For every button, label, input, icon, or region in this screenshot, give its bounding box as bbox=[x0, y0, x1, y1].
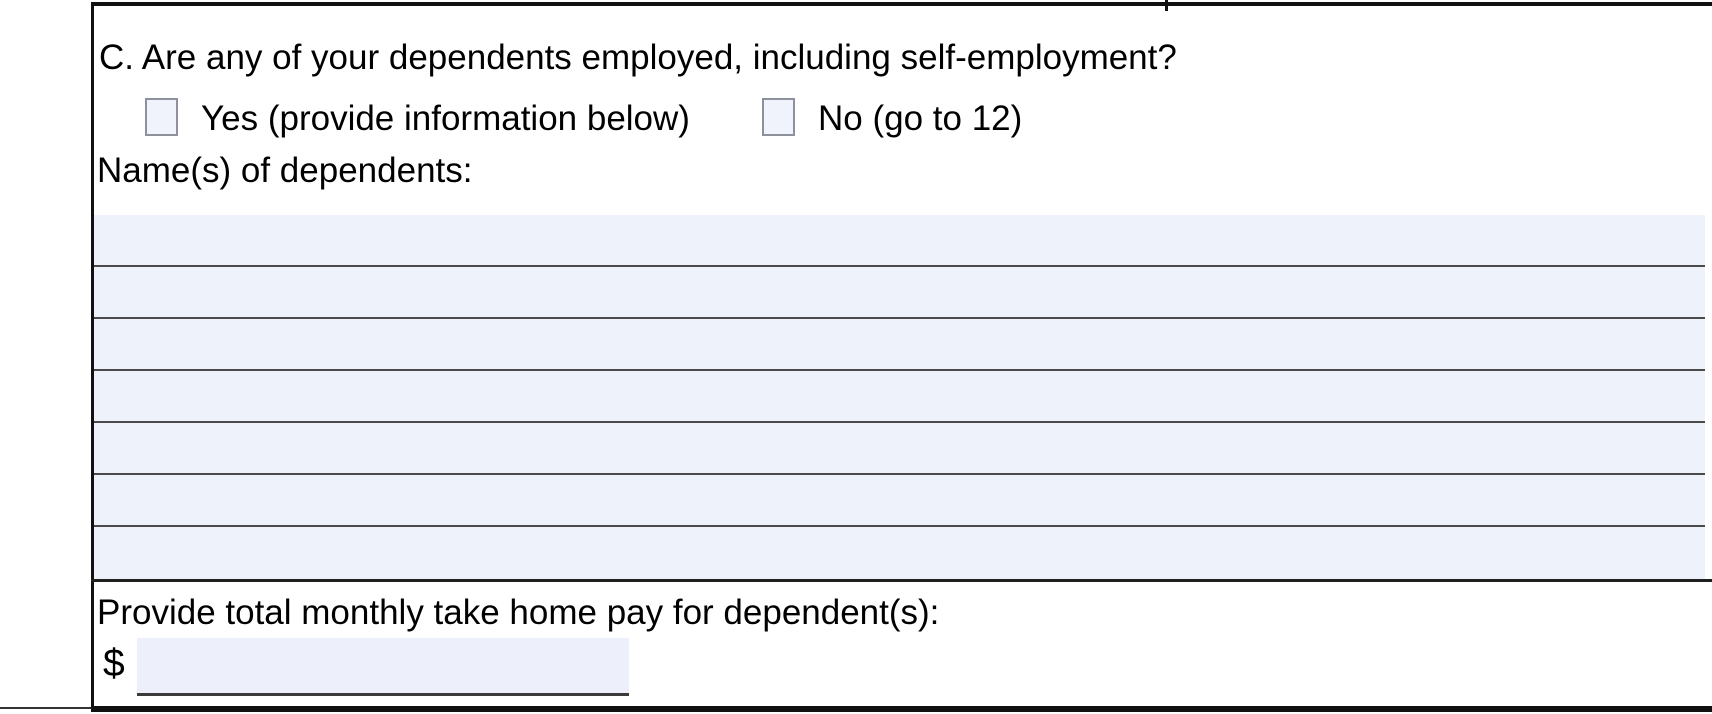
question-c-label: C. Are any of your dependents employed, including self-employment? bbox=[99, 38, 1177, 77]
box-top-column-tick bbox=[1165, 0, 1168, 11]
names-of-dependents-label: Name(s) of dependents: bbox=[97, 151, 473, 190]
monthly-pay-amount-field[interactable] bbox=[137, 638, 629, 696]
box-top-border bbox=[91, 2, 1712, 6]
dependent-name-row[interactable] bbox=[94, 267, 1705, 319]
yes-checkbox[interactable] bbox=[145, 98, 178, 136]
no-checkbox-label: No (go to 12) bbox=[818, 99, 1023, 138]
dependent-name-row[interactable] bbox=[94, 475, 1705, 527]
dependent-name-row[interactable] bbox=[94, 527, 1705, 579]
monthly-pay-label: Provide total monthly take home pay for dependent(s): bbox=[97, 593, 940, 632]
dependent-name-row[interactable] bbox=[94, 215, 1705, 267]
dependent-name-row[interactable] bbox=[94, 423, 1705, 475]
section-divider-line bbox=[91, 579, 1712, 582]
dependent-name-rows bbox=[94, 215, 1705, 579]
dollar-sign: $ bbox=[103, 642, 125, 685]
no-checkbox[interactable] bbox=[762, 98, 795, 136]
dependent-name-row[interactable] bbox=[94, 319, 1705, 371]
yes-checkbox-label: Yes (provide information below) bbox=[201, 99, 690, 138]
dependent-name-row[interactable] bbox=[94, 371, 1705, 423]
box-bottom-border bbox=[91, 706, 1712, 712]
page-left-edge-line bbox=[0, 707, 91, 709]
